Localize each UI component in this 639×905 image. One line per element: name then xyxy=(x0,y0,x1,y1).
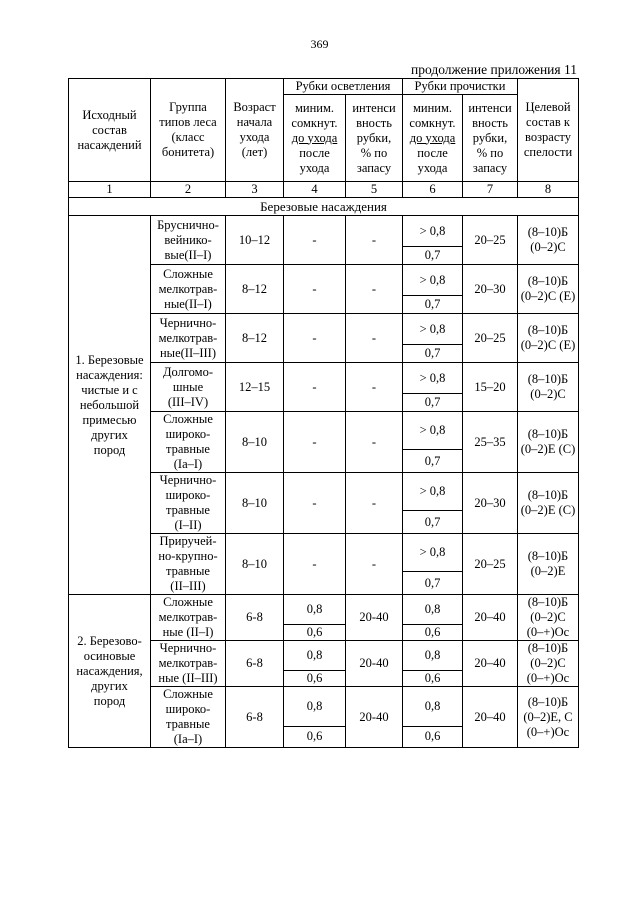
cell-line: примесью xyxy=(82,412,137,427)
target-composition xyxy=(518,265,579,314)
lightening-density: - xyxy=(284,412,346,473)
cell-line: сомкнут. xyxy=(409,115,456,130)
lightening-intensity: - xyxy=(346,473,403,534)
forest-type xyxy=(151,595,226,641)
cell-line: миним. xyxy=(294,100,334,115)
cell-line: интенси xyxy=(352,100,396,115)
cell-line: травные xyxy=(166,503,210,517)
cleaning-intensity: 20–40 xyxy=(463,641,518,687)
cell-line: небольшой xyxy=(79,397,140,412)
cell-line: ухода xyxy=(299,160,330,175)
column-number: 5 xyxy=(346,182,403,198)
cell-line: вность xyxy=(356,115,392,130)
cell-line: вейнико- xyxy=(164,232,212,247)
cell-line: возрасту xyxy=(525,130,571,144)
cell-line: Исходный xyxy=(82,107,137,122)
target-composition xyxy=(518,412,579,473)
cell-line: (0–2)С xyxy=(530,240,566,254)
cell-line: травные xyxy=(166,717,210,731)
cell-line: насаждения, xyxy=(76,663,143,678)
cell-line: (0–2)Е xyxy=(530,564,566,578)
forest-type xyxy=(151,687,226,748)
cell-line: но-крупно- xyxy=(158,549,218,563)
lightening-intensity: - xyxy=(346,363,403,412)
cell-line: Бруснично- xyxy=(157,217,219,232)
lightening-intensity: 20-40 xyxy=(346,687,403,748)
lightening-density: - xyxy=(284,473,346,534)
lightening-density: - xyxy=(284,265,346,314)
cell-line: широко- xyxy=(165,702,211,716)
lightening-density-before: 0,8 xyxy=(284,687,346,727)
cell-line: 2. Березово- xyxy=(77,633,142,648)
cleaning-density-before: > 0,8 xyxy=(403,412,463,450)
start-age: 6-8 xyxy=(226,641,284,687)
cell-line: (8–10)Б xyxy=(527,549,569,563)
start-age: 8–10 xyxy=(226,473,284,534)
cell-line: чистые и с xyxy=(81,382,138,397)
cleaning-density-after: 0,6 xyxy=(403,671,463,687)
header-lightening-intensity xyxy=(346,95,403,182)
lightening-density-after: 0,6 xyxy=(284,726,346,747)
forest-type xyxy=(151,473,226,534)
cleaning-density-before: 0,8 xyxy=(403,687,463,727)
cell-line: широко- xyxy=(165,427,211,441)
lightening-intensity: 20-40 xyxy=(346,641,403,687)
cell-line: (0–2)С xyxy=(530,387,566,401)
cleaning-density-before: > 0,8 xyxy=(403,216,463,247)
cell-line: 1. Березовые xyxy=(75,352,144,367)
target-composition xyxy=(518,595,579,641)
header-lightening-min-density xyxy=(284,95,346,182)
cleaning-density-after: 0,7 xyxy=(403,345,463,363)
cell-line: широко- xyxy=(165,488,211,502)
start-age: 12–15 xyxy=(226,363,284,412)
cell-line: Сложные xyxy=(163,266,213,281)
group-name xyxy=(69,595,151,748)
table-row xyxy=(69,216,579,247)
lightening-intensity: - xyxy=(346,534,403,595)
cell-line: мелкотрав- xyxy=(158,281,218,296)
cell-line: миним. xyxy=(412,100,452,115)
cell-line: Сложные xyxy=(163,595,213,609)
cleaning-density-before: 0,8 xyxy=(403,641,463,671)
cell-line: других xyxy=(91,427,128,442)
cell-line: (8–10)Б xyxy=(527,694,569,709)
cell-line: (0–2)С (Е) xyxy=(520,338,576,352)
cell-line: ные (II–III) xyxy=(158,671,218,685)
cell-line: Долгомо- xyxy=(163,364,213,379)
cell-line: (0–2)Е (С) xyxy=(520,442,576,456)
cell-line: состав xyxy=(92,122,127,137)
cell-line: шные xyxy=(172,379,204,394)
lightening-intensity: - xyxy=(346,216,403,265)
cell-line: рубки, xyxy=(472,130,508,145)
cell-line: (0–+)Ос xyxy=(526,724,570,739)
start-age: 8–10 xyxy=(226,412,284,473)
cell-line: мелкотрав- xyxy=(158,610,218,624)
cell-line: Возраст xyxy=(233,100,276,114)
forest-type xyxy=(151,412,226,473)
cleaning-intensity: 20–25 xyxy=(463,314,518,363)
lightening-intensity: - xyxy=(346,412,403,473)
cell-line: (II–III) xyxy=(170,579,206,593)
cell-line: Группа xyxy=(169,100,207,114)
cell-line: (0–2)С (Е) xyxy=(520,289,576,303)
cell-line: (0–2)С xyxy=(530,656,566,670)
cell-line: Сложные xyxy=(163,412,213,426)
cleaning-intensity: 20–30 xyxy=(463,265,518,314)
cleaning-density-after: 0,6 xyxy=(403,625,463,641)
cleaning-density-after: 0,7 xyxy=(403,572,463,595)
cell-line: (8–10)Б xyxy=(527,372,569,386)
cleaning-density-before: > 0,8 xyxy=(403,265,463,296)
header-cleaning-min-density xyxy=(403,95,463,182)
forest-type xyxy=(151,265,226,314)
column-number: 3 xyxy=(226,182,284,198)
cell-line: Чернично- xyxy=(159,641,217,655)
target-composition xyxy=(518,473,579,534)
target-composition xyxy=(518,534,579,595)
cleaning-density-after: 0,7 xyxy=(403,394,463,412)
start-age: 8–12 xyxy=(226,265,284,314)
forest-type xyxy=(151,641,226,687)
start-age: 8–10 xyxy=(226,534,284,595)
cell-line: мелкотрав- xyxy=(158,330,218,345)
header-cleaning-intensity xyxy=(463,95,518,182)
start-age: 6-8 xyxy=(226,595,284,641)
start-age: 8–12 xyxy=(226,314,284,363)
cell-line: других xyxy=(91,678,128,693)
start-age: 10–12 xyxy=(226,216,284,265)
cell-line: Чернично- xyxy=(159,473,217,487)
cell-line: (I–II) xyxy=(174,518,202,532)
cell-line: запасу xyxy=(356,160,392,175)
cleaning-density-after: 0,7 xyxy=(403,296,463,314)
column-number: 8 xyxy=(518,182,579,198)
cell-line: ные(II–III) xyxy=(159,345,217,360)
cell-line: после xyxy=(417,145,448,160)
cleaning-intensity: 20–40 xyxy=(463,595,518,641)
cell-line: (8–10)Б xyxy=(527,274,569,288)
lightening-density-before: 0,8 xyxy=(284,595,346,625)
cell-line: мелкотрав- xyxy=(158,656,218,670)
cell-line: (класс xyxy=(171,130,205,144)
cell-line: пород xyxy=(93,442,126,457)
cell-line: пород xyxy=(93,693,126,708)
cleaning-intensity: 20–30 xyxy=(463,473,518,534)
header-target-composition xyxy=(518,79,579,182)
forest-type xyxy=(151,363,226,412)
column-number: 4 xyxy=(284,182,346,198)
header-start-age xyxy=(226,79,284,182)
cell-line: насаждения: xyxy=(76,367,143,382)
column-number: 1 xyxy=(69,182,151,198)
lightening-density: - xyxy=(284,314,346,363)
forest-type xyxy=(151,534,226,595)
header-initial-composition xyxy=(69,79,151,182)
cleaning-density-before: > 0,8 xyxy=(403,363,463,394)
cell-line: ные (II–I) xyxy=(162,625,214,639)
lightening-density: - xyxy=(284,216,346,265)
cell-line: сомкнут. xyxy=(291,115,338,130)
cell-line: вые(II–I) xyxy=(164,247,212,262)
cell-line: (0–2)Е (С) xyxy=(520,503,576,517)
lightening-intensity: - xyxy=(346,314,403,363)
lightening-density: - xyxy=(284,363,346,412)
cleaning-density-after: 0,7 xyxy=(403,511,463,534)
cell-line: травные xyxy=(166,442,210,456)
target-composition xyxy=(518,641,579,687)
cell-line: (III–IV) xyxy=(167,394,209,409)
cell-line: (0–2)Е, С xyxy=(523,709,573,724)
cell-line: осиновые xyxy=(83,648,136,663)
cell-line: после xyxy=(299,145,330,160)
target-composition xyxy=(518,314,579,363)
cell-line: (8–10)Б xyxy=(527,323,569,337)
cell-line: насаждений xyxy=(77,137,142,152)
lightening-intensity: 20-40 xyxy=(346,595,403,641)
target-composition xyxy=(518,363,579,412)
target-composition xyxy=(518,216,579,265)
cell-line: (0–+)Ос xyxy=(526,671,570,685)
cleaning-density-after: 0,7 xyxy=(403,450,463,473)
cell-line: Чернично- xyxy=(159,315,217,330)
cleaning-density-before: > 0,8 xyxy=(403,314,463,345)
cell-line: вность xyxy=(472,115,508,130)
cell-line: (8–10)Б xyxy=(527,595,569,609)
cell-line: Целевой xyxy=(525,100,571,114)
forest-type xyxy=(151,314,226,363)
cell-line: (0–+)Ос xyxy=(526,625,570,639)
table-row xyxy=(69,595,579,625)
cell-line: типов леса xyxy=(159,115,217,129)
cleaning-density-before: > 0,8 xyxy=(403,473,463,511)
page-number: 369 xyxy=(310,37,329,51)
cell-line: (8–10)Б xyxy=(527,427,569,441)
cleaning-intensity: 20–25 xyxy=(463,534,518,595)
header-lightening-cuts: Рубки осветления xyxy=(284,79,403,95)
cell-line: до ухода xyxy=(409,130,456,145)
cell-line: интенси xyxy=(468,100,512,115)
column-number: 2 xyxy=(151,182,226,198)
cell-line: (лет) xyxy=(241,145,268,159)
start-age: 6-8 xyxy=(226,687,284,748)
cleaning-density-after: 0,7 xyxy=(403,247,463,265)
cell-line: травные xyxy=(166,564,210,578)
cleaning-density-before: > 0,8 xyxy=(403,534,463,572)
cell-line: ухода xyxy=(239,130,270,144)
header-cleaning-cuts: Рубки прочистки xyxy=(403,79,518,95)
cell-line: ухода xyxy=(417,160,448,175)
lightening-density-after: 0,6 xyxy=(284,625,346,641)
cell-line: (8–10)Б xyxy=(527,225,569,239)
cell-line: до ухода xyxy=(291,130,338,145)
cell-line: запасу xyxy=(472,160,508,175)
cell-line: (Ia–I) xyxy=(173,457,203,471)
cleaning-intensity: 25–35 xyxy=(463,412,518,473)
lightening-intensity: - xyxy=(346,265,403,314)
column-number: 7 xyxy=(463,182,518,198)
cell-line: Сложные xyxy=(163,687,213,701)
header-forest-group xyxy=(151,79,226,182)
cleaning-intensity: 20–40 xyxy=(463,687,518,748)
cell-line: рубки, xyxy=(356,130,392,145)
target-composition xyxy=(518,687,579,748)
lightening-density: - xyxy=(284,534,346,595)
cell-line: ные(II–I) xyxy=(164,296,212,311)
cleaning-intensity: 20–25 xyxy=(463,216,518,265)
group-name xyxy=(69,216,151,595)
cell-line: % по xyxy=(360,145,388,160)
cell-line: Приручей- xyxy=(159,534,217,548)
cell-line: бонитета) xyxy=(161,145,215,159)
lightening-density-before: 0,8 xyxy=(284,641,346,671)
cell-line: начала xyxy=(236,115,273,129)
column-number: 6 xyxy=(403,182,463,198)
cell-line: % по xyxy=(476,145,504,160)
cell-line: (8–10)Б xyxy=(527,641,569,655)
lightening-density-after: 0,6 xyxy=(284,671,346,687)
cell-line: спелости xyxy=(523,145,573,159)
cell-line: (8–10)Б xyxy=(527,488,569,502)
forest-type xyxy=(151,216,226,265)
cell-line: (Ia–I) xyxy=(173,732,203,746)
cell-line: состав к xyxy=(526,115,570,129)
continuation-label: продолжение приложения 11 xyxy=(411,62,577,77)
cleaning-density-after: 0,6 xyxy=(403,726,463,747)
cell-line: (0–2)С xyxy=(530,610,566,624)
section-title: Березовые насаждения xyxy=(69,198,579,216)
cleaning-density-before: 0,8 xyxy=(403,595,463,625)
silviculture-table xyxy=(68,78,579,748)
cleaning-intensity: 15–20 xyxy=(463,363,518,412)
